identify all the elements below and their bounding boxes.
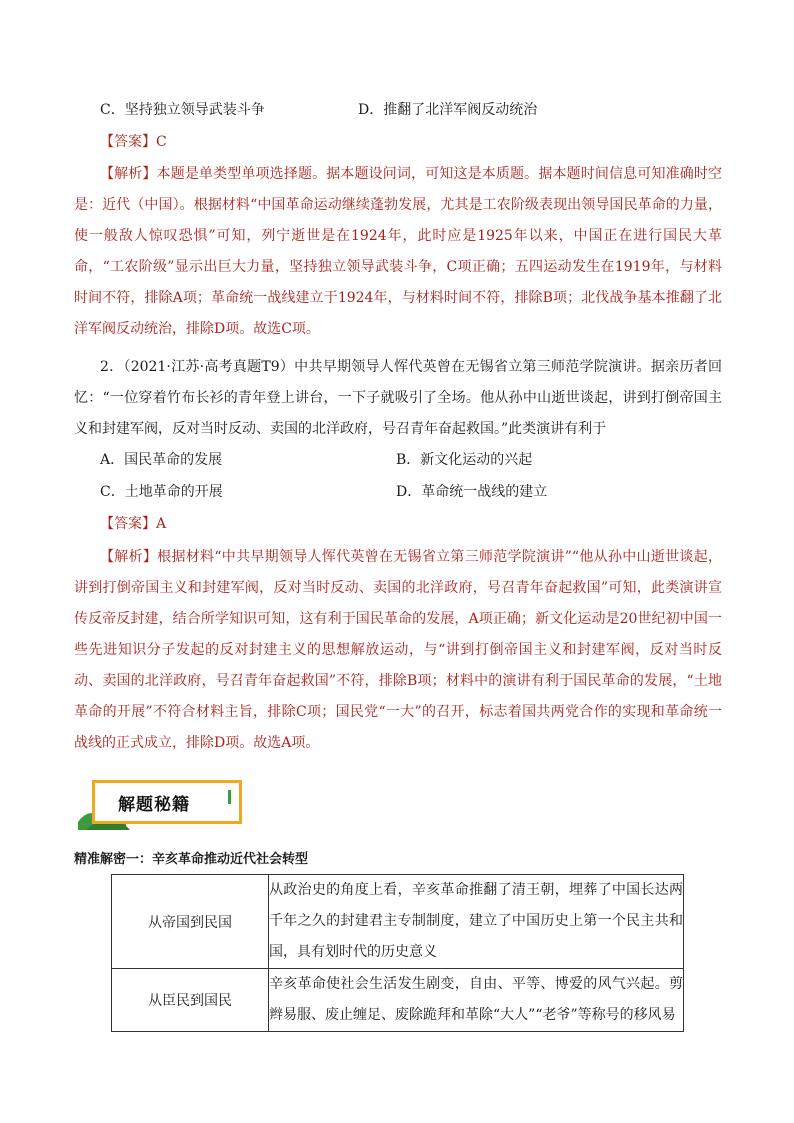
q2-option-b: B．新文化运动的兴起 [396,452,533,468]
q1-answer [100,132,167,152]
answer-value: C [156,134,167,150]
q2-option-a: A．国民革命的发展 [100,452,223,468]
q2-option-c: C．土地革命的开展 [100,484,223,500]
q1-analysis: 【解析】本题是单类型单项选择题。据本题设问词，可知这是本质题。据本题时间信息可知准确时空是：近代（中国）。根据材料“中国革命运动继续蓬勃发展，尤其是工农阶级表现出领导国民革命的力量，使一般敌人惊叹恐惧”可知，列宁逝世是在1924年，此时应是1925年以来，中国正在进行国民大革命，“工农阶级”显示出巨大力量，坚持独立领导武装斗争，C项正确；五四运动发生在1919年，与材料时间不符，排除A项；革命统一战线建立于1924年，与材料时间不符，排除B项；北伐战争基本推翻了北洋军阀反动统治，排除D项。故选C项。 [74,166,722,337]
banner-title: 解题秘籍 [118,795,190,815]
answer-label: 【答案】 [100,516,156,532]
q2-answer [100,514,166,534]
answer-value: A [156,516,167,532]
summary-table [111,874,684,1032]
table-row [112,875,684,969]
row-text: 辛亥革命使社会生活发生剧变，自由、平等、博爱的风气兴起。剪辫易服、废止缠足、废除跪拜和革除“大人”“老爷”等称号的移风易 [269,969,684,1032]
q2-option-d: D．革命统一战线的建立 [396,484,548,500]
q2-analysis: 【解析】根据材料“中共早期领导人恽代英曾在无锡省立第三师范学院演讲”“他从孙中山逝世谈起，讲到打倒帝国主义和封建军阀，反对当时反动、卖国的北洋政府，号召青年奋起救国”可知，此类演讲宣传反帝反封建，结合所学知识可知，这有利于国民革命的发展，A项正确；新文化运动是20世纪初中国一些先进知识分子发起的反对封建主义的思想解放运动，与“讲到打倒帝国主义和封建军阀，反对当时反动、卖国的北洋政府，号召青年奋起救国”不符，排除B项；材料中的演讲有利于国民革命的发展，“土地革命的开展”不符合材料主旨，排除C项；国民党“一大”的召开，标志着国共两党合作的实现和革命统一战线的正式成立，排除D项。故选A项。 [74,549,722,751]
table-row [112,969,684,1032]
section-title: 精准解密一：辛亥革命推动近代社会转型 [74,852,309,867]
row-label: 从臣民到国民 [112,969,269,1032]
section-banner [78,776,246,830]
q2-stem: 2．（2021·江苏·高考真题T9）中共早期领导人恽代英曾在无锡省立第三师范学院演讲。据亲历者回忆：“一位穿着竹布长衫的青年登上讲台，一下子就吸引了全场。他从孙中山逝世谈起，讲到打倒帝国主义和封建军阀，反对当时反动、卖国的北洋政府，号召青年奋起救国。”此类演讲有利于 [74,359,722,437]
row-label: 从帝国到民国 [112,875,269,969]
row-text: 从政治史的角度上看，辛亥革命推翻了清王朝，埋葬了中国长达两千年之久的封建君主专制制度，建立了中国历史上第一个民主共和国，具有划时代的历史意义 [269,875,684,969]
banner-accent-mark [228,790,231,804]
answer-label: 【答案】 [100,134,156,150]
q1-option-d: D．推翻了北洋军阀反动统治 [358,102,538,118]
q1-option-c: C．坚持独立领导武装斗争 [100,102,265,118]
